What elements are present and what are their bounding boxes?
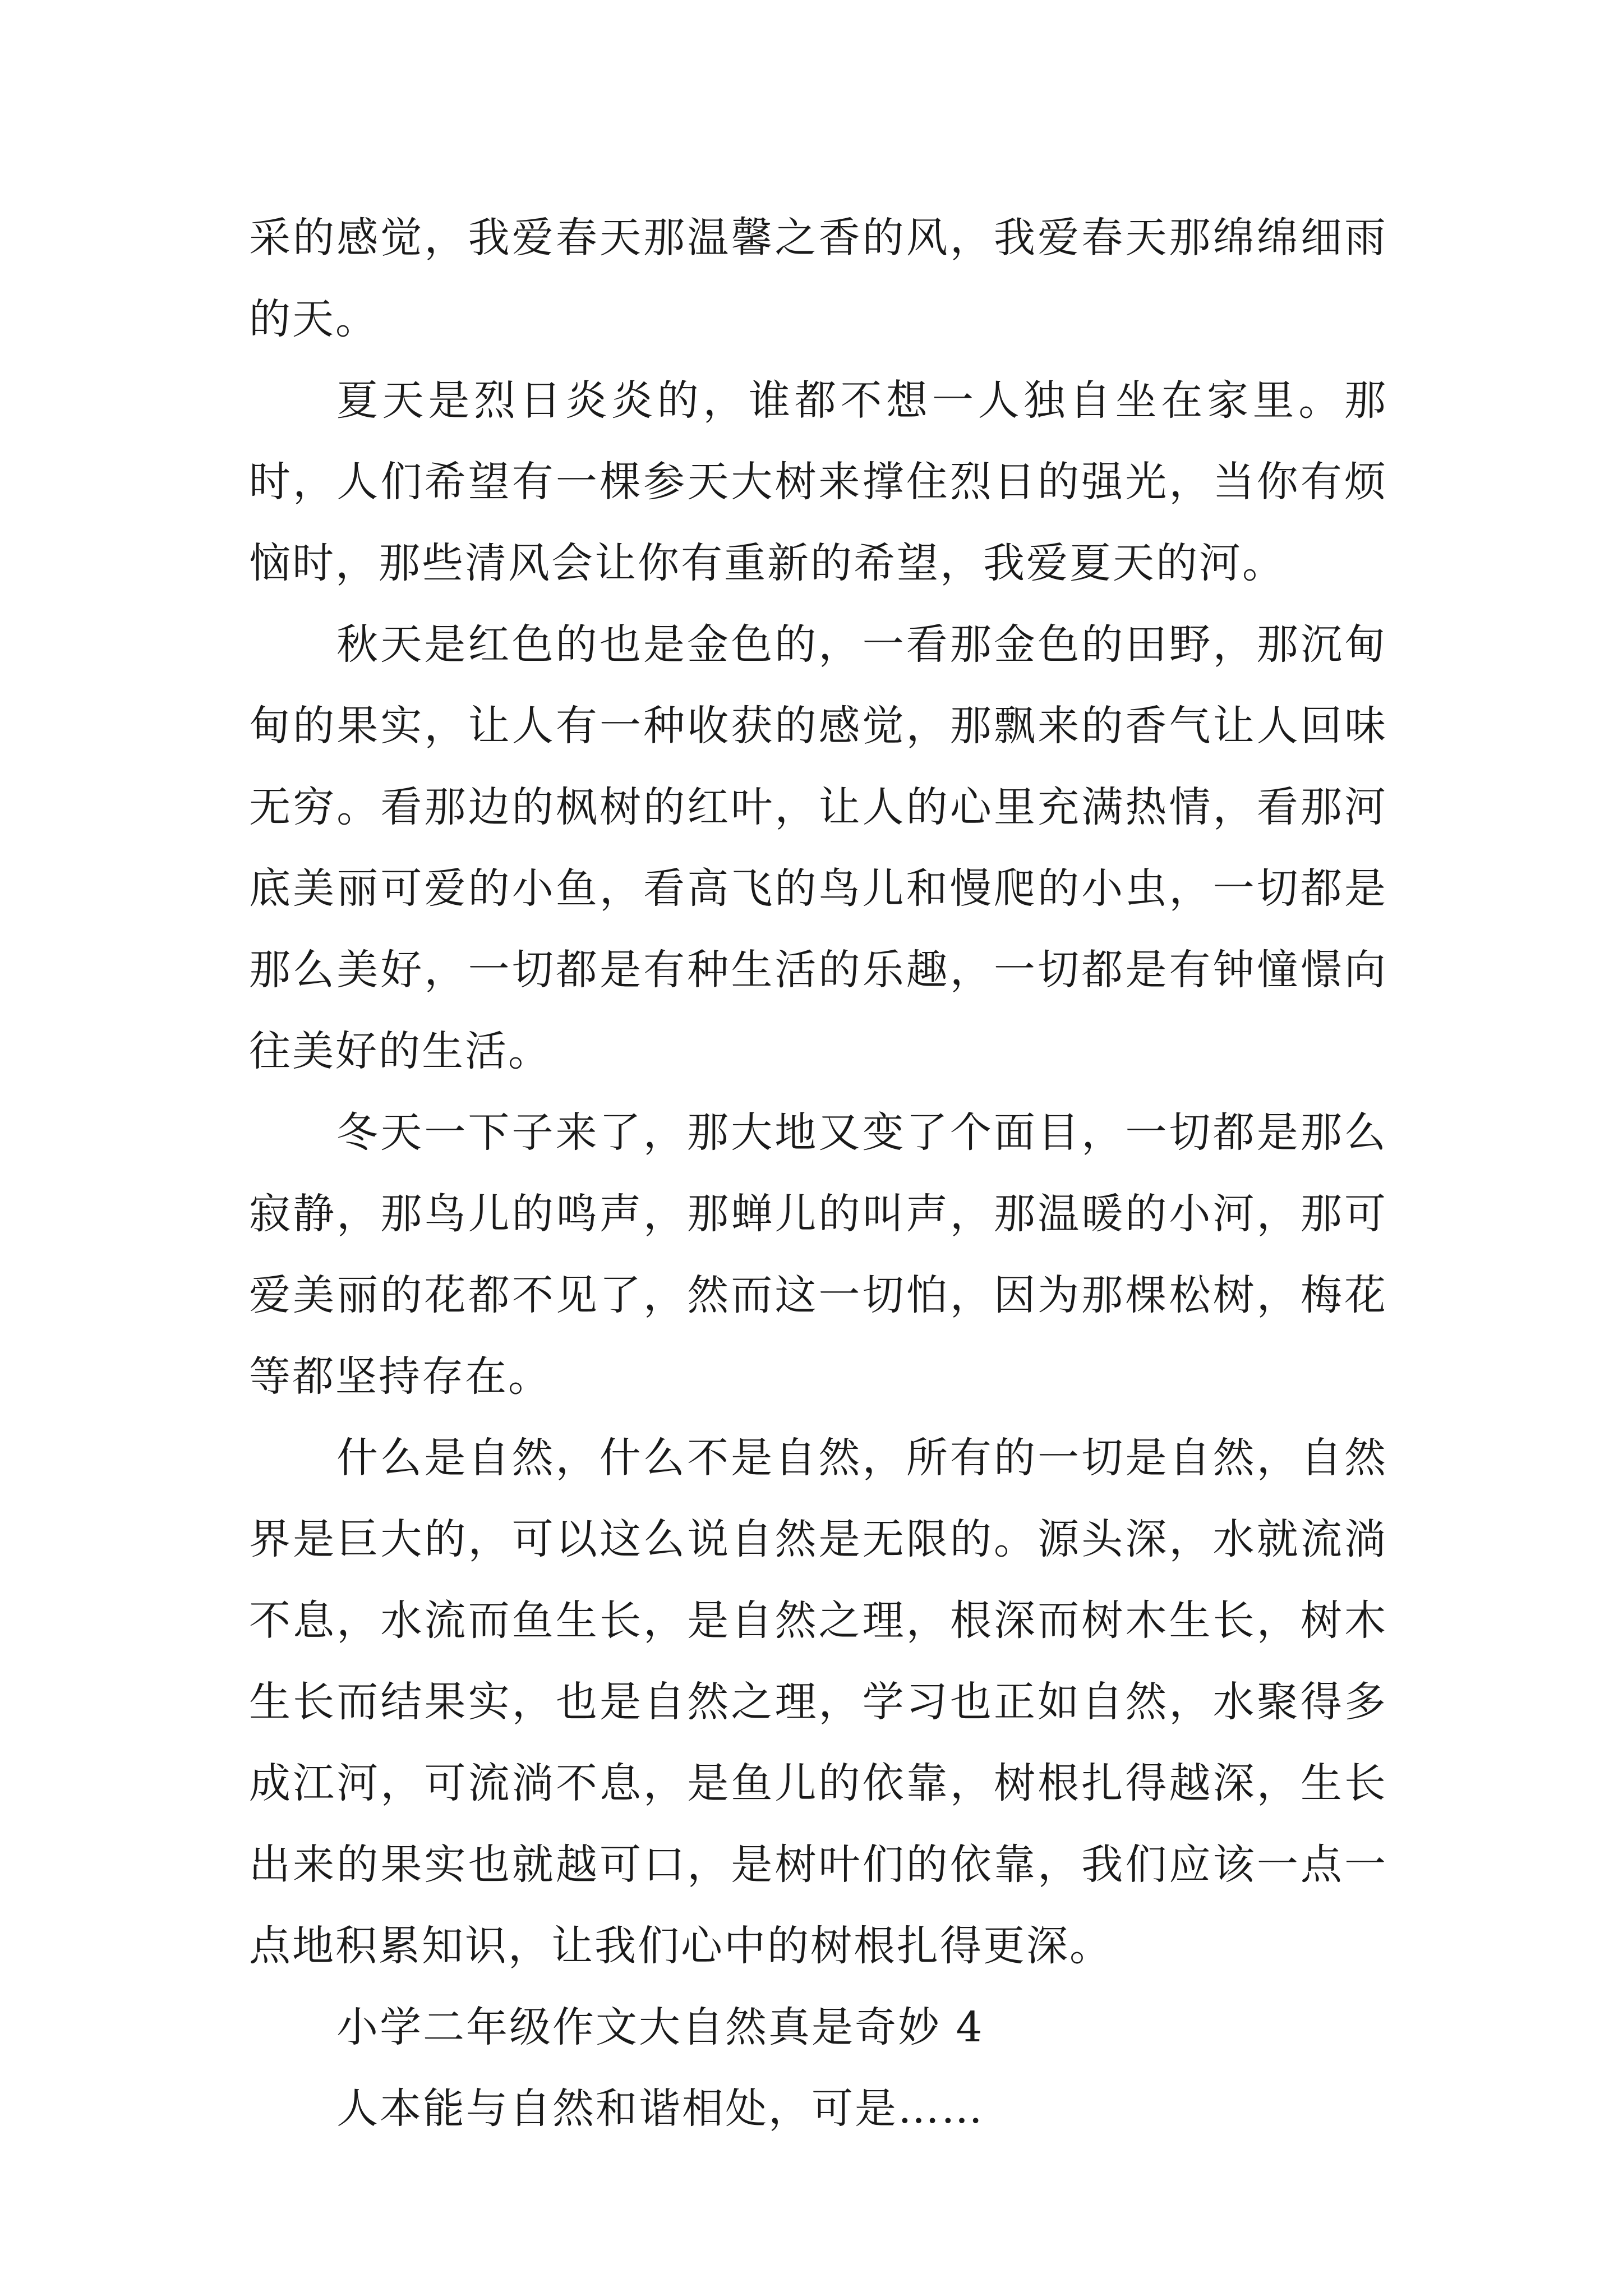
section-heading: 小学二年级作文大自然真是奇妙 4	[336, 2003, 984, 2051]
paragraph-spring-end: 采的感觉，我爱春天那温馨之香的风，我爱春天那绵绵细雨的天。	[249, 214, 1387, 343]
document-body	[249, 197, 1387, 2150]
paragraph-autumn: 秋天是红色的也是金色的，一看那金色的田野，那沉甸甸的果实，让人有一种收获的感觉，那飘来的香气让人回味无穷。看那边的枫树的红叶，让人的心里充满热情，看那河底美丽可爱的小鱼，看高飞的鸟儿和慢爬的小虫，一切都是那么美好，一切都是有种生活的乐趣，一切都是有钟憧憬向往美好的生活。	[249, 620, 1387, 1075]
paragraph-summer: 夏天是烈日炎炎的，谁都不想一人独自坐在家里。那时，人们希望有一棵参天大树来撑住烈日的强光，当你有烦恼时，那些清风会让你有重新的希望，我爱夏天的河。	[249, 376, 1387, 587]
paragraph-harmony: 人本能与自然和谐相处，可是……	[336, 2085, 984, 2133]
paragraph-winter: 冬天一下子来了，那大地又变了个面目，一切都是那么寂静，那鸟儿的鸣声，那蝉儿的叫声，那温暖的小河，那可爱美丽的花都不见了，然而这一切怕，因为那棵松树，梅花等都坚持存在。	[249, 1108, 1387, 1401]
paragraph-nature: 什么是自然，什么不是自然，所有的一切是自然，自然界是巨大的，可以这么说自然是无限的。源头深，水就流淌不息，水流而鱼生长，是自然之理，根深而树木生长，树木生长而结果实，也是自然之理，学习也正如自然，水聚得多成江河，可流淌不息，是鱼儿的依靠，树根扎得越深，生长出来的果实也就越可口，是树叶们的依靠，我们应该一点一点地积累知识，让我们心中的树根扎得更深。	[249, 1434, 1387, 1970]
